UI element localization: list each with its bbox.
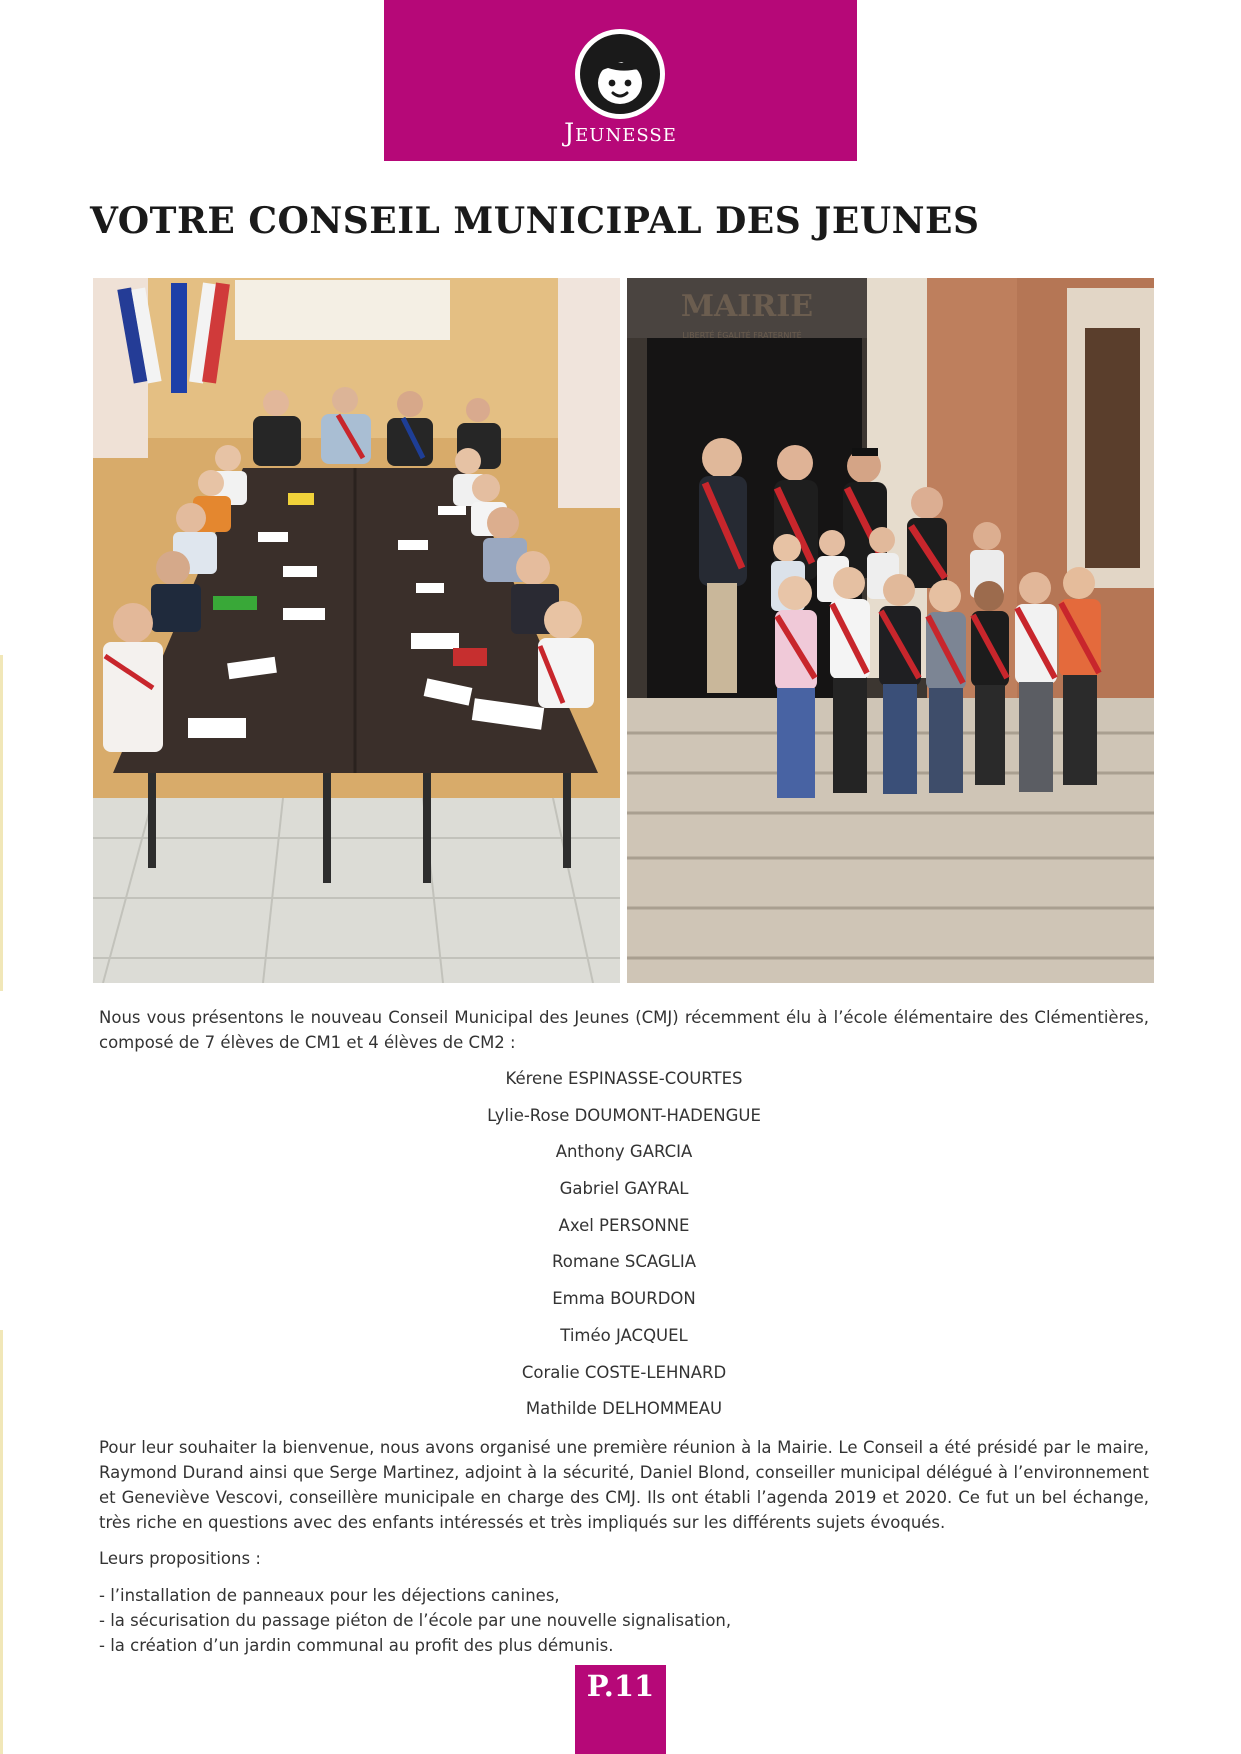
list-item: Mathilde DELHOMMEAU: [525, 1399, 723, 1419]
list-item: Romane SCAGLIA: [552, 1252, 696, 1272]
page-title: VOTRE CONSEIL MUNICIPAL DES JEUNES: [90, 200, 980, 242]
child-face-icon: [574, 28, 666, 120]
list-item: Kérene ESPINASSE-COURTES: [505, 1069, 743, 1088]
list-item: Gabriel GAYRAL: [559, 1179, 689, 1199]
list-item: Timéo JACQUEL: [560, 1325, 688, 1345]
member-list: [99, 1066, 1149, 1433]
list-item: Anthony GARCIA: [555, 1142, 693, 1162]
council-meeting-photo: [93, 278, 620, 983]
propositions-list: [99, 1583, 1149, 1658]
left-edge-strip: [0, 655, 3, 991]
motto-text: LIBERTÉ ÉGALITÉ FRATERNITÉ: [682, 331, 802, 340]
propositions-title: Leurs propositions :: [99, 1549, 261, 1568]
list-item: Axel PERSONNE: [558, 1215, 690, 1235]
list-item: - la sécurisation du passage piéton de l’école par une nouvelle signalisation,: [99, 1611, 732, 1630]
left-edge-strip: [0, 1330, 3, 1754]
page-number: P.11: [586, 1669, 655, 1703]
list-item: Lylie-Rose DOUMONT-HADENGUE: [487, 1105, 761, 1125]
list-item: - l’installation de panneaux pour les déjections canines,: [99, 1586, 560, 1605]
list-item: Coralie COSTE-LEHNARD: [521, 1362, 727, 1382]
body-paragraph: Pour leur souhaiter la bienvenue, nous avons organisé une première réunion à la Mairie. Le Conseil a été présidé par le maire, Raymond Durand ainsi que Serge Martinez, adjoint à la sécurité, Daniel Blond, conseiller municipal délégué à l’environnement et Geneviève Vescovi, conseillère municipale en charge des CMJ. Ils ont établi l’agenda 2019 et 2020. Ce fut un bel échange, très riche en questions avec des enfants intéressés et très impliqués sur les différents sujets évoqués.: [99, 1438, 1149, 1532]
section-label: Jeunesse: [564, 118, 677, 147]
mairie-sign-text: MAIRIE: [680, 289, 814, 324]
intro-paragraph: Nous vous présentons le nouveau Conseil Municipal des Jeunes (CMJ) récemment élu à l’école élémentaire des Clémentières, composé de 7 élèves de CM1 et 4 élèves de CM2 :: [99, 1008, 1149, 1052]
list-item: Emma BOURDON: [552, 1289, 696, 1309]
list-item: - la création d’un jardin communal au profit des plus démunis.: [99, 1636, 614, 1655]
town-hall-steps-photo: [627, 278, 1154, 983]
